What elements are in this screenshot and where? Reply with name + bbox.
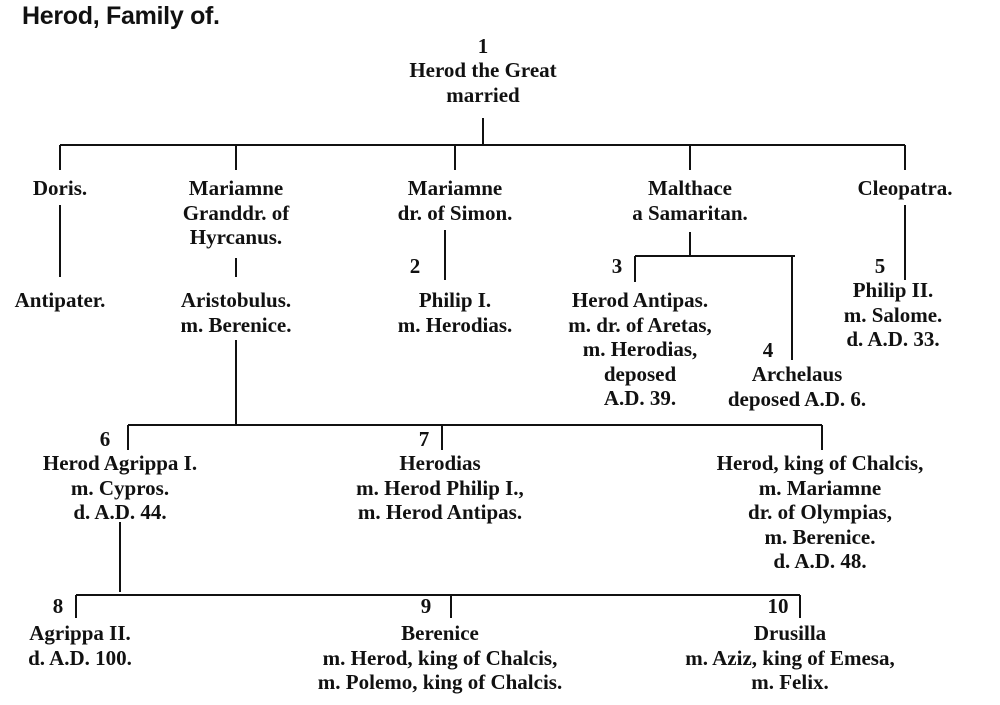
mariamne-hyrcanus-line: Hyrcanus.: [189, 225, 283, 249]
herod-the-great-line: Herod the Great: [409, 58, 557, 82]
herod-antipas-line: m. Herodias,: [582, 337, 698, 361]
archelaus-line: deposed A.D. 6.: [727, 386, 867, 411]
philip-ii-line: m. Salome.: [843, 302, 943, 327]
drusilla-line: Drusilla: [753, 621, 827, 645]
herodias-line: m. Herod Antipas.: [357, 500, 523, 524]
generation-number: 5: [874, 254, 886, 278]
aristobulus-line: Aristobulus.: [180, 288, 292, 312]
generation-number: 2: [409, 254, 421, 278]
generation-number: 8: [52, 594, 64, 618]
herod-chalcis-line: dr. of Olympias,: [748, 500, 892, 524]
herod-chalcis-line: m. Berenice.: [764, 524, 876, 549]
drusilla-line: m. Felix.: [751, 670, 829, 694]
philip-ii-line: d. A.D. 33.: [846, 327, 940, 351]
malthace-line: Malthace: [648, 176, 732, 200]
philip-i-line: m. Herodias.: [397, 312, 513, 337]
philip-ii-line: Philip II.: [852, 278, 934, 302]
generation-number: 3: [611, 254, 623, 278]
herod-agrippa-i-line: Herod Agrippa I.: [42, 451, 198, 475]
berenice-line: m. Herod, king of Chalcis,: [322, 645, 558, 670]
berenice-line: m. Polemo, king of Chalcis.: [317, 670, 563, 694]
generation-number: 9: [420, 594, 432, 618]
herodias-line: m. Herod Philip I.,: [356, 475, 524, 500]
doris-line: Doris.: [32, 176, 88, 200]
archelaus-line: Archelaus: [751, 362, 843, 386]
drusilla-line: m. Aziz, king of Emesa,: [685, 645, 895, 670]
herod-antipas-line: A.D. 39.: [603, 386, 677, 410]
herod-antipas-line: Herod Antipas.: [571, 288, 709, 312]
generation-number: 6: [99, 427, 111, 451]
antipater-line: Antipater.: [14, 288, 106, 312]
malthace-line: a Samaritan.: [632, 200, 748, 225]
generation-number: 7: [418, 427, 430, 451]
agrippa-ii-line: d. A.D. 100.: [28, 645, 132, 670]
generation-number: 1: [477, 34, 489, 58]
herod-antipas-line: deposed: [603, 361, 677, 386]
philip-i-line: Philip I.: [418, 288, 492, 312]
page-title: Herod, Family of.: [22, 2, 220, 30]
aristobulus-line: m. Berenice.: [180, 312, 292, 337]
generation-number: 4: [762, 338, 774, 362]
mariamne-simon-line: Mariamne: [407, 176, 503, 200]
agrippa-ii-line: Agrippa II.: [29, 621, 131, 645]
mariamne-hyrcanus-line: Granddr. of: [182, 200, 290, 225]
generation-number: 10: [767, 594, 789, 618]
herod-the-great-line: married: [446, 82, 520, 107]
herod-chalcis-line: m. Mariamne: [758, 475, 882, 500]
herod-chalcis-line: d. A.D. 48.: [773, 549, 867, 573]
mariamne-simon-line: dr. of Simon.: [397, 200, 513, 225]
herodias-line: Herodias: [399, 451, 481, 475]
herod-agrippa-i-line: m. Cypros.: [70, 475, 170, 500]
cleopatra-line: Cleopatra.: [857, 176, 953, 200]
berenice-line: Berenice: [401, 621, 479, 645]
herod-agrippa-i-line: d. A.D. 44.: [73, 500, 167, 524]
herod-chalcis-line: Herod, king of Chalcis,: [716, 451, 924, 475]
mariamne-hyrcanus-line: Mariamne: [188, 176, 284, 200]
herod-antipas-line: m. dr. of Aretas,: [568, 312, 712, 337]
